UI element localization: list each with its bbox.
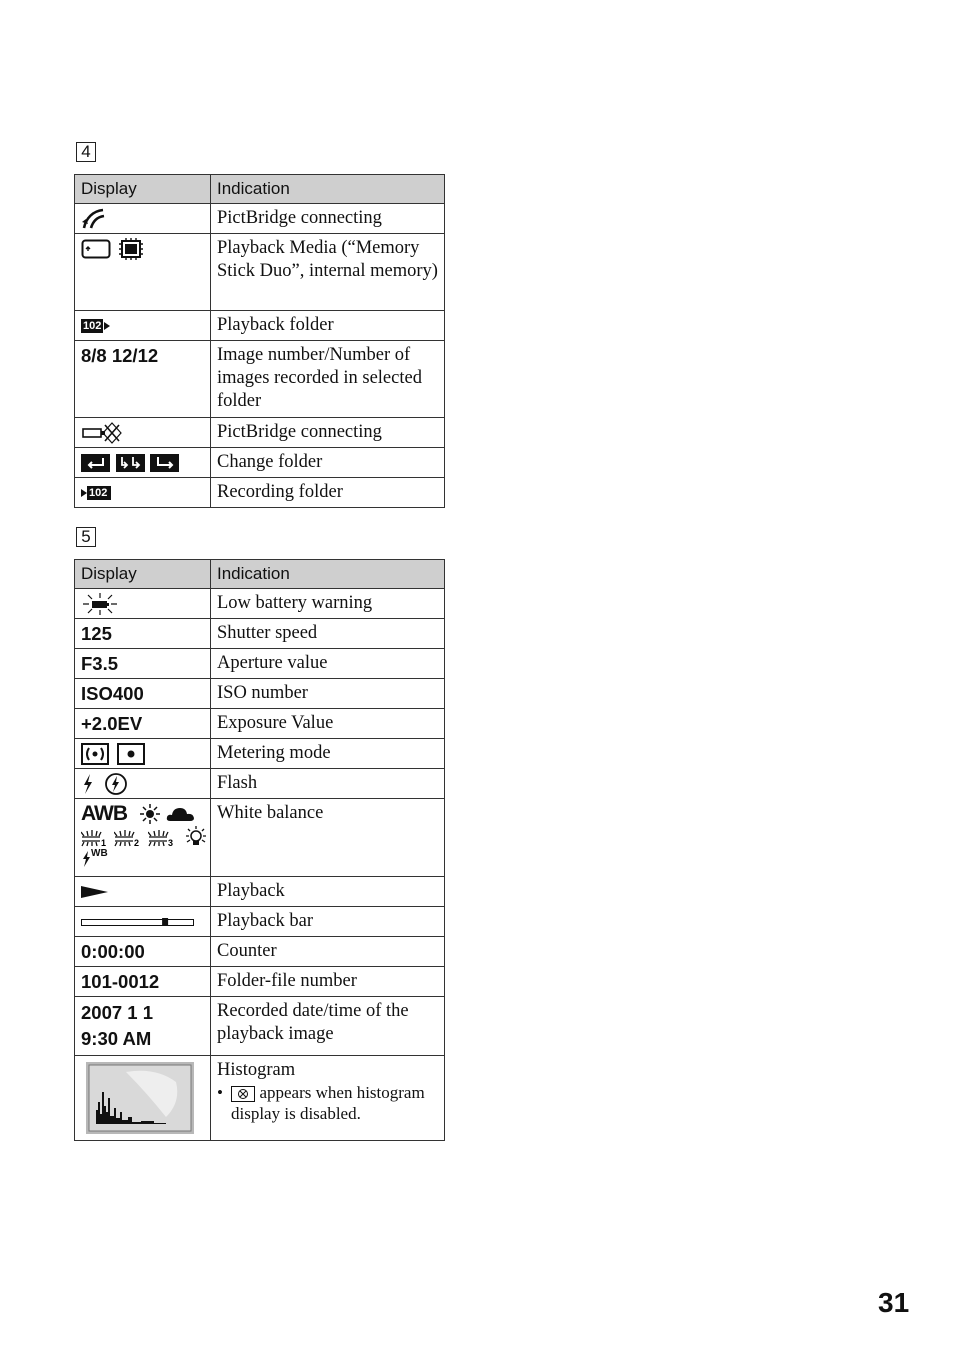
table-row (75, 769, 445, 799)
indication-text: Flash (211, 769, 445, 799)
playback-bar (81, 916, 195, 928)
indication-text: PictBridge connecting (211, 204, 445, 234)
section-4-table (74, 174, 445, 508)
playback-icon (81, 884, 109, 900)
section-5-table (74, 559, 445, 1141)
table-row (75, 907, 445, 937)
recorded-time: 9:30 AM (81, 1028, 152, 1049)
change-folder-both-icon (116, 453, 146, 473)
internal-memory-icon (118, 238, 144, 260)
display-text: 0:00:00 (75, 937, 211, 967)
table-header (75, 560, 445, 589)
auto-white-balance-label: AWB (81, 802, 127, 825)
header-indication: Indication (211, 560, 445, 589)
flash-off-icon (104, 773, 128, 795)
indication-text: Aperture value (211, 649, 445, 679)
indication-text: ISO number (211, 679, 445, 709)
pictbridge-cancel-icon (81, 422, 123, 444)
recording-folder-icon: 102 (81, 484, 113, 502)
table-header (75, 175, 445, 204)
fluorescent-3-icon (148, 827, 176, 847)
histogram-note (217, 1082, 438, 1124)
header-indication: Indication (211, 175, 445, 204)
indication-text: Recording folder (211, 478, 445, 508)
table-row (75, 739, 445, 769)
indication-text: White balance (211, 799, 445, 877)
indication-text: Folder-file number (211, 967, 445, 997)
table-row (75, 997, 445, 1056)
table-row (75, 478, 445, 508)
display-text: 101-0012 (75, 967, 211, 997)
header-display: Display (75, 560, 211, 589)
memory-stick-icon (81, 238, 111, 260)
table-row (75, 679, 445, 709)
indication-text: Metering mode (211, 739, 445, 769)
flash-white-balance-icon (81, 849, 111, 867)
fluorescent-2-icon (114, 827, 142, 847)
fluorescent-1-icon (81, 827, 107, 847)
indication-text: Playback bar (211, 907, 445, 937)
table-row (75, 619, 445, 649)
bullet: • (217, 1083, 223, 1102)
indication-text: Histogram (217, 1060, 296, 1080)
table-row (75, 418, 445, 448)
table-row (75, 341, 445, 418)
indication-text: Playback folder (211, 311, 445, 341)
daylight-icon (138, 803, 162, 825)
table-row (75, 967, 445, 997)
header-display: Display (75, 175, 211, 204)
change-folder-forward-icon (150, 453, 180, 473)
note-text: appears when histogram display is disabled. (231, 1083, 425, 1123)
table-row (75, 448, 445, 478)
low-battery-icon (81, 593, 119, 615)
table-row (75, 234, 445, 311)
page-number: 31 (878, 1287, 910, 1318)
indication-text: Counter (211, 937, 445, 967)
section-4-marker: 4 (76, 142, 96, 162)
indication-text: Recorded date/time of the playback image (211, 997, 445, 1056)
indication-text: Image number/Number of images recorded in selected folder (211, 341, 445, 418)
indication-text: PictBridge connecting (211, 418, 445, 448)
change-folder-back-icon (81, 453, 111, 473)
recorded-date: 2007 1 1 (81, 1002, 154, 1023)
display-text: 125 (75, 619, 211, 649)
playback-bar-position (162, 918, 168, 926)
indication-text: Playback Media (“Memory Stick Duo”, internal memory) (211, 234, 445, 311)
multi-metering-icon (81, 743, 109, 765)
table-row (75, 937, 445, 967)
indication-text: Shutter speed (211, 619, 445, 649)
playback-folder-icon: 102 (81, 317, 111, 335)
table-row (75, 204, 445, 234)
section-5-marker: 5 (76, 527, 96, 547)
cloudy-icon (166, 803, 196, 825)
table-row (75, 1056, 445, 1141)
table-row (75, 799, 445, 877)
fluorescent-3-number: 3 (168, 838, 174, 847)
table-row (75, 877, 445, 907)
display-text: F3.5 (75, 649, 211, 679)
incandescent-icon (183, 826, 209, 848)
fluorescent-1-number: 1 (101, 838, 107, 847)
histogram-disabled-icon (231, 1086, 255, 1102)
display-text: ISO400 (75, 679, 211, 709)
pictbridge-connecting-icon (81, 208, 107, 230)
display-text: +2.0EV (75, 709, 211, 739)
table-row (75, 589, 445, 619)
histogram-image (86, 1062, 194, 1134)
table-row (75, 311, 445, 341)
indication-text: Exposure Value (211, 709, 445, 739)
table-row (75, 649, 445, 679)
indication-text: Low battery warning (211, 589, 445, 619)
indication-text: Playback (211, 877, 445, 907)
display-text: 8/8 12/12 (75, 341, 211, 418)
flash-icon (81, 773, 95, 795)
spot-metering-icon (117, 743, 145, 765)
table-row (75, 709, 445, 739)
fluorescent-2-number: 2 (133, 838, 139, 847)
indication-text: Change folder (211, 448, 445, 478)
flash-wb-label: WB (91, 847, 108, 859)
